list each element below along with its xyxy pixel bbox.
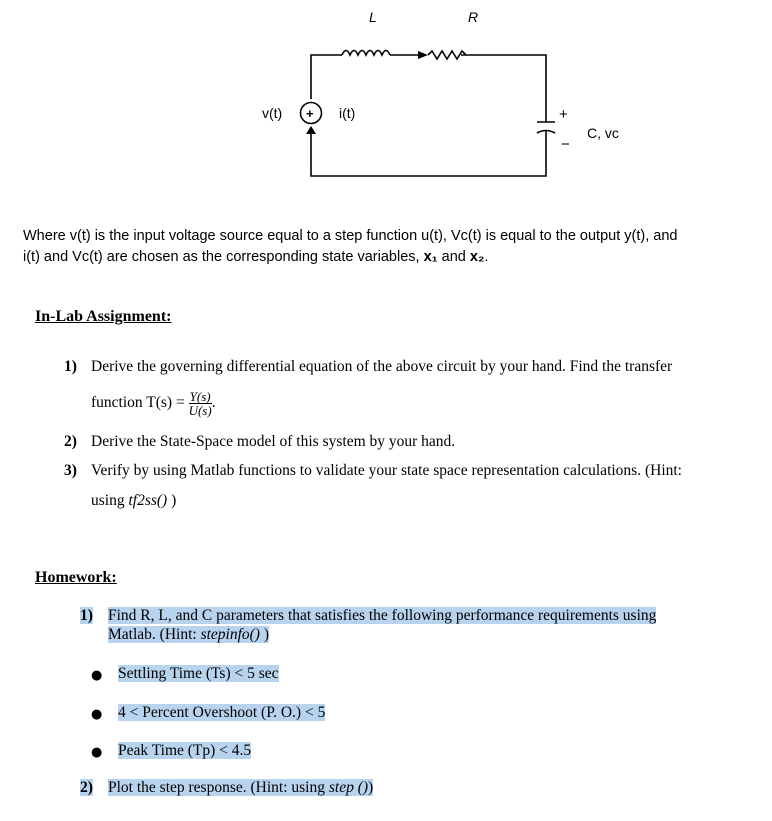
- step-close: ): [368, 779, 374, 796]
- homework-item-2-line: [108, 779, 373, 797]
- intro-and: and: [437, 249, 470, 265]
- overshoot-text: 4 < Percent Overshoot (P. O.) < 5: [118, 704, 326, 721]
- requirement-percent-overshoot: [118, 704, 325, 722]
- transfer-fraction: [189, 390, 212, 417]
- paren-close: ): [167, 492, 177, 509]
- resistor-label: R: [468, 9, 479, 25]
- left-wire-bottom: [311, 127, 546, 176]
- homework-item-2-highlight: [108, 779, 373, 796]
- inlab-item-2-line-1: Derive the State-Space model of this system by your hand.: [91, 433, 456, 450]
- transfer-function-text: function T(s) =: [91, 394, 189, 412]
- inlab-item-3-num: 3): [64, 462, 77, 479]
- current-arrow-icon: [418, 51, 428, 59]
- inlab-item-1-number: [64, 358, 77, 376]
- capacitor-minus-sign: −: [561, 136, 570, 153]
- requirement-peak-time: [118, 742, 251, 760]
- inlab-item-3-line-2: [91, 492, 176, 510]
- plot-step-text: Plot the step response. (Hint: using: [108, 779, 329, 796]
- source-label: v(t): [262, 105, 283, 121]
- homework-item-1-line-2-highlight: [108, 626, 269, 643]
- capacitor-label: C, vc: [587, 125, 619, 141]
- inlab-item-2-num: 2): [64, 433, 77, 450]
- bullet-icon: ●: [91, 745, 103, 760]
- using-text: using: [91, 492, 129, 509]
- right-wire: [461, 55, 546, 122]
- resistor-zigzag: [428, 51, 466, 59]
- rlc-circuit-diagram: [0, 0, 772, 190]
- homework-item-2-num: 2): [80, 779, 93, 796]
- homework-item-1-line-2: [108, 626, 269, 644]
- intro-line-2: [23, 247, 758, 268]
- intro-paragraph: [23, 226, 758, 268]
- inlab-item-3-line-1: Verify by using Matlab functions to validate your state space representation calculations. (Hint:: [91, 462, 682, 479]
- stepinfo-function: stepinfo(): [200, 626, 260, 643]
- fraction-denominator: U(s): [188, 403, 212, 418]
- homework-item-1-number: [80, 607, 93, 625]
- transfer-period: .: [211, 394, 216, 412]
- bullet-icon: ●: [91, 668, 103, 683]
- settling-time-text: Settling Time (Ts) < 5 sec: [118, 665, 279, 682]
- homework-item-2-number: [80, 779, 93, 797]
- bullet-icon: ●: [91, 707, 103, 722]
- homework-heading: Homework:: [35, 569, 117, 586]
- inlab-heading: In-Lab Assignment:: [35, 308, 172, 325]
- requirement-settling-time: [118, 665, 279, 683]
- inlab-item-3-number: [64, 462, 77, 480]
- capacitor-plus-sign: +: [559, 106, 568, 123]
- inlab-item-2-number: [64, 433, 77, 451]
- homework-item-1-num: 1): [80, 607, 93, 624]
- state-x2: x₂: [469, 249, 485, 265]
- left-wire: [311, 55, 342, 99]
- inductor-label: L: [369, 9, 377, 25]
- hint-close: ): [259, 626, 270, 643]
- peak-time-text: Peak Time (Tp) < 4.5: [118, 742, 252, 759]
- intro-line-1: Where v(t) is the input voltage source equal to a step function u(t), Vc(t) is equal to the output y(t), and: [23, 228, 678, 244]
- tf2ss-function: tf2ss(): [128, 492, 168, 509]
- intro-line-2-text: i(t) and Vc(t) are chosen as the corresponding state variables,: [23, 249, 424, 265]
- source-arrow-icon: [306, 126, 316, 134]
- state-x1: x₁: [423, 249, 438, 265]
- inlab-item-1-line-2: [91, 390, 216, 417]
- homework-item-1-line-1: [108, 607, 656, 625]
- homework-item-1-text: Find R, L, and C parameters that satisfies the following performance requirements using: [108, 607, 657, 624]
- matlab-hint-text: Matlab. (Hint:: [108, 626, 201, 643]
- inlab-item-1-num: 1): [64, 358, 77, 375]
- intro-end: .: [484, 249, 489, 265]
- inductor-coils: [342, 51, 390, 56]
- source-plus-sign: +: [306, 106, 314, 121]
- current-label: i(t): [339, 105, 356, 121]
- step-function: step (): [328, 779, 369, 796]
- fraction-numerator: Y(s): [189, 389, 211, 404]
- inlab-item-1-line-1: Derive the governing differential equation of the above circuit by your hand. Find the transfer: [91, 358, 673, 375]
